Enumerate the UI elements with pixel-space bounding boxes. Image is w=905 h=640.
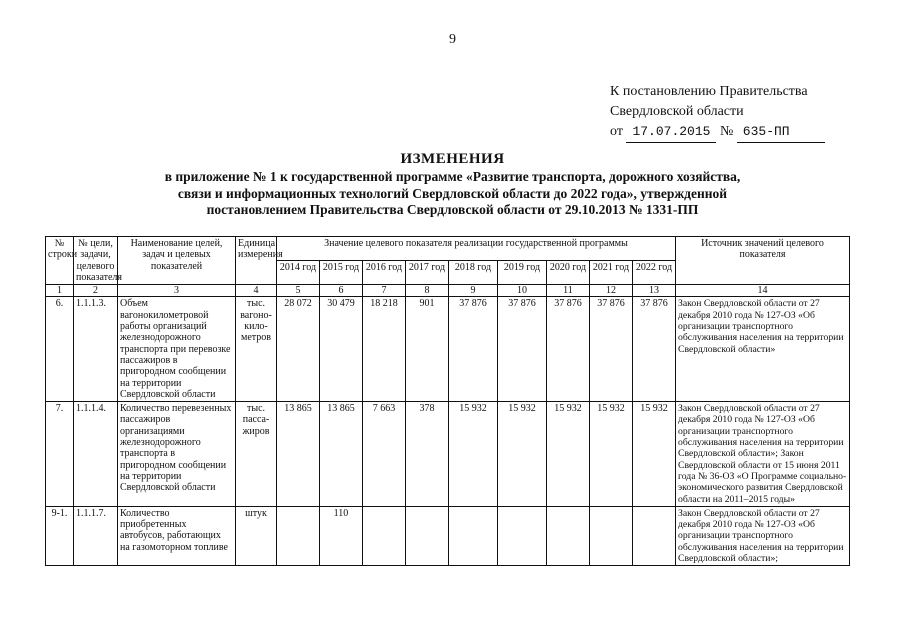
value-cell	[363, 506, 406, 565]
page-number: 9	[449, 32, 456, 47]
row-num: 9-1.	[46, 506, 74, 565]
header-year: 2014 год	[277, 261, 320, 285]
title-line-1: в приложение № 1 к государственной программе «Развитие транспорта, дорожного хозяйства,	[164, 169, 741, 184]
unit: тыс. пасса-жиров	[236, 402, 277, 507]
value-cell	[277, 506, 320, 565]
value-cell: 13 865	[277, 402, 320, 507]
value-cell: 378	[406, 402, 449, 507]
column-number: 2	[74, 285, 118, 297]
column-number: 6	[320, 285, 363, 297]
goal-num: 1.1.1.4.	[74, 402, 118, 507]
goal-num: 1.1.1.3.	[74, 297, 118, 402]
column-number: 5	[277, 285, 320, 297]
table-row	[46, 506, 850, 565]
value-cell	[449, 506, 498, 565]
approval-date-line	[610, 122, 825, 143]
title-heading: ИЗМЕНЕНИЯ	[400, 151, 505, 167]
unit: тыс. вагоно-кило-метров	[236, 297, 277, 402]
value-cell: 15 932	[633, 402, 676, 507]
header-year: 2018 год	[449, 261, 498, 285]
value-cell	[498, 506, 547, 565]
value-cell: 30 479	[320, 297, 363, 402]
column-numbers-row	[46, 285, 850, 297]
column-number: 10	[498, 285, 547, 297]
column-number: 8	[406, 285, 449, 297]
approval-from-label: от	[610, 124, 623, 139]
approval-block	[610, 82, 825, 143]
unit: штук	[236, 506, 277, 565]
value-cell: 7 663	[363, 402, 406, 507]
header-year: 2022 год	[633, 261, 676, 285]
goal-num: 1.1.1.7.	[74, 506, 118, 565]
value-cell: 37 876	[633, 297, 676, 402]
value-cell: 37 876	[590, 297, 633, 402]
indicator-name: Количество приобретенных автобусов, работающих на газомоторном топливе	[118, 506, 236, 565]
header-year: 2019 год	[498, 261, 547, 285]
indicator-name: Количество перевезенных пассажиров организациями железнодорожного транспорта в пригородном сообщении на территории Свердловской области	[118, 402, 236, 507]
value-cell: 37 876	[449, 297, 498, 402]
source-cell: Закон Свердловской области от 27 декабря 2010 года № 127-ОЗ «Об организации транспортного обслуживания населения на территории Свердловской области»; Закон Свердловской области от 15 июня 2011 года № 36-ОЗ «О Программе социально-экономического развития Свердловской области на 2011–2015 годы»	[676, 402, 850, 507]
header-unit: Единица измерения	[236, 237, 277, 285]
value-cell: 13 865	[320, 402, 363, 507]
indicator-name: Объем вагонокилометровой работы организаций железнодорожного транспорта при перевозке пассажиров в пригородном сообщении на территории Свердловской области	[118, 297, 236, 402]
header-year: 2020 год	[547, 261, 590, 285]
header-year: 2016 год	[363, 261, 406, 285]
row-num: 7.	[46, 402, 74, 507]
column-number: 12	[590, 285, 633, 297]
column-number: 7	[363, 285, 406, 297]
value-cell	[547, 506, 590, 565]
column-number: 13	[633, 285, 676, 297]
row-num: 6.	[46, 297, 74, 402]
title-line-3: постановлением Правительства Свердловской области от 29.10.2013 № 1331-ПП	[206, 202, 699, 217]
source-cell: Закон Свердловской области от 27 декабря 2010 года № 127-ОЗ «Об организации транспортного обслуживания населения на территории Свердловской области»;	[676, 506, 850, 565]
source-cell: Закон Свердловской области от 27 декабря 2010 года № 127-ОЗ «Об организации транспортного обслуживания населения на территории Свердловской области»	[676, 297, 850, 402]
value-cell: 15 932	[498, 402, 547, 507]
title-line-2: связи и информационных технологий Свердловской области до 2022 года», утвержденной	[177, 185, 728, 201]
header-name: Наименование целей, задач и целевых показателей	[118, 237, 236, 285]
header-row-num: № строки	[46, 237, 74, 285]
value-cell: 15 932	[590, 402, 633, 507]
header-source: Источник значений целевого показателя	[676, 237, 850, 285]
value-cell: 37 876	[498, 297, 547, 402]
column-number: 9	[449, 285, 498, 297]
value-cell: 15 932	[547, 402, 590, 507]
header-year: 2017 год	[406, 261, 449, 285]
approval-date: 17.07.2015	[626, 122, 716, 143]
header-year: 2015 год	[320, 261, 363, 285]
column-number: 3	[118, 285, 236, 297]
indicators-table	[45, 236, 850, 566]
value-cell: 37 876	[547, 297, 590, 402]
value-cell	[590, 506, 633, 565]
approval-number: 635-ПП	[737, 122, 825, 143]
document-title	[80, 150, 825, 219]
column-number: 14	[676, 285, 850, 297]
header-goal-num: № цели, задачи, целевого показателя	[74, 237, 118, 285]
table-row	[46, 402, 850, 507]
value-cell	[633, 506, 676, 565]
value-cell: 28 072	[277, 297, 320, 402]
table-header-row	[46, 237, 850, 261]
value-cell: 18 218	[363, 297, 406, 402]
approval-number-label: №	[719, 124, 734, 139]
column-number: 11	[547, 285, 590, 297]
header-year: 2021 год	[590, 261, 633, 285]
column-number: 4	[236, 285, 277, 297]
value-cell: 110	[320, 506, 363, 565]
value-cell: 15 932	[449, 402, 498, 507]
column-number: 1	[46, 285, 74, 297]
header-values-group: Значение целевого показателя реализации государственной программы	[277, 237, 676, 261]
table-row	[46, 297, 850, 402]
approval-line-1: К постановлению Правительства	[610, 84, 808, 99]
value-cell: 901	[406, 297, 449, 402]
approval-line-2: Свердловской области	[610, 104, 744, 119]
value-cell	[406, 506, 449, 565]
